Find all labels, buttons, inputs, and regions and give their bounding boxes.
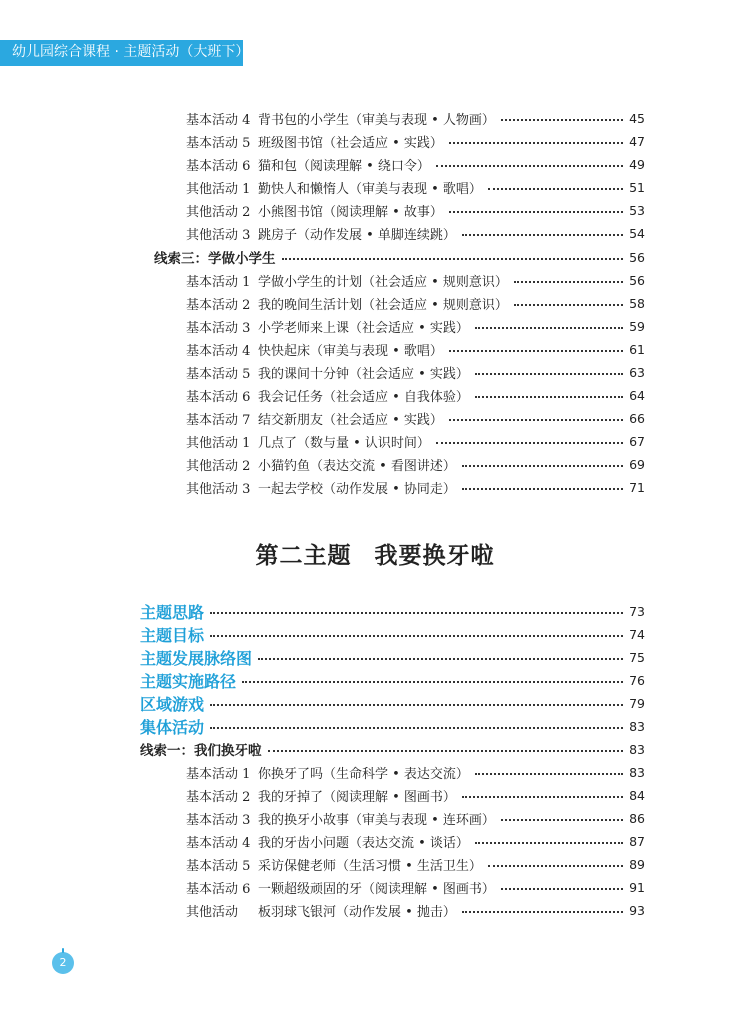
toc-section[interactable] xyxy=(140,600,645,622)
entry-title: 结交新朋友（社会适应 • 实践） xyxy=(258,412,443,428)
entry-page: 66 xyxy=(629,410,645,426)
entry-title: 我的课间十分钟（社会适应 • 实践） xyxy=(258,366,469,382)
leader-dots xyxy=(462,234,623,236)
leader-dots xyxy=(462,465,623,467)
entry-label: 基本活动 5 xyxy=(186,135,251,151)
entry-label: 基本活动 1 xyxy=(186,766,251,782)
entry-label: 基本活动 6 xyxy=(186,881,251,897)
entry-label: 其他活动 1 xyxy=(186,435,251,451)
toc-entry[interactable] xyxy=(186,899,645,921)
entry-label: 其他活动 3 xyxy=(186,227,251,243)
section-page: 83 xyxy=(629,718,645,734)
leader-dots xyxy=(475,842,623,844)
entry-title: 我的晚间生活计划（社会适应 • 规则意识） xyxy=(258,297,508,313)
entry-title: 小熊图书馆（阅读理解 • 故事） xyxy=(258,204,443,220)
entry-label: 基本活动 6 xyxy=(186,158,251,174)
entry-title: 几点了（数与量 • 认识时间） xyxy=(258,435,430,451)
entry-label: 其他活动 xyxy=(186,904,239,920)
entry-label: 基本活动 6 xyxy=(186,389,251,405)
entry-page: 89 xyxy=(629,856,645,872)
toc-thread-heading[interactable] xyxy=(154,246,645,268)
toc-entry[interactable] xyxy=(186,130,645,152)
entry-page: 86 xyxy=(629,810,645,826)
section-title: 主题发展脉络图 xyxy=(140,648,253,668)
leader-dots xyxy=(210,635,623,637)
leader-dots xyxy=(210,727,623,729)
entry-title: 你换牙了吗（生命科学 • 表达交流） xyxy=(258,766,469,782)
section-page: 74 xyxy=(629,626,645,642)
toc-section[interactable] xyxy=(140,692,645,714)
leader-dots xyxy=(449,142,623,144)
thread-title: 线索三：学做小学生 xyxy=(154,251,276,267)
entry-label: 其他活动 2 xyxy=(186,458,251,474)
leader-dots xyxy=(475,773,623,775)
entry-page: 54 xyxy=(629,225,645,241)
entry-title: 跳房子（动作发展 • 单脚连续跳） xyxy=(258,227,456,243)
leader-dots xyxy=(488,865,623,867)
entry-title: 我的牙掉了（阅读理解 • 图画书） xyxy=(258,789,456,805)
header-title: 幼儿园综合课程 · 主题活动（大班下） xyxy=(12,44,250,60)
thread-page: 56 xyxy=(629,249,645,265)
leader-dots xyxy=(462,796,623,798)
leader-dots xyxy=(475,373,623,375)
toc-entry[interactable] xyxy=(186,453,645,475)
entry-title: 班级图书馆（社会适应 • 实践） xyxy=(258,135,443,151)
toc-entry[interactable] xyxy=(186,853,645,875)
entry-page: 51 xyxy=(629,179,645,195)
section-title: 区域游戏 xyxy=(140,694,205,714)
leader-dots xyxy=(488,188,623,190)
entry-title: 背书包的小学生（审美与表现 • 人物画） xyxy=(258,112,495,128)
page-number-badge xyxy=(52,952,74,974)
section-title: 主题思路 xyxy=(140,602,205,622)
entry-label: 基本活动 5 xyxy=(186,858,251,874)
leader-dots xyxy=(501,888,623,890)
leader-dots xyxy=(475,396,623,398)
toc-entry[interactable] xyxy=(186,807,645,829)
entry-title: 我的牙齿小问题（表达交流 • 谈话） xyxy=(258,835,469,851)
toc-entry[interactable] xyxy=(186,153,645,175)
toc-entry[interactable] xyxy=(186,430,645,452)
entry-title: 我会记任务（社会适应 • 自我体验） xyxy=(258,389,469,405)
thread-page: 83 xyxy=(629,741,645,757)
leader-dots xyxy=(501,819,623,821)
toc-entry[interactable] xyxy=(186,407,645,429)
page-number: 2 xyxy=(59,956,67,969)
leader-dots xyxy=(268,750,624,752)
entry-label: 其他活动 3 xyxy=(186,481,251,497)
toc-entry[interactable] xyxy=(186,222,645,244)
entry-label: 其他活动 2 xyxy=(186,204,251,220)
leader-dots xyxy=(449,350,623,352)
entry-page: 61 xyxy=(629,341,645,357)
thread-title: 线索一：我们换牙啦 xyxy=(140,743,262,759)
leader-dots xyxy=(462,911,623,913)
leader-dots xyxy=(282,258,624,260)
toc-entry[interactable] xyxy=(186,176,645,198)
entry-page: 93 xyxy=(629,902,645,918)
toc-entry[interactable] xyxy=(186,384,645,406)
toc-entry[interactable] xyxy=(186,292,645,314)
entry-page: 47 xyxy=(629,133,645,149)
leader-dots xyxy=(449,211,623,213)
leader-dots xyxy=(501,119,623,121)
leader-dots xyxy=(258,658,623,660)
section-page: 75 xyxy=(629,649,645,665)
section-title: 集体活动 xyxy=(140,717,205,737)
entry-page: 63 xyxy=(629,364,645,380)
toc-section[interactable] xyxy=(140,646,645,668)
entry-title: 我的换牙小故事（审美与表现 • 连环画） xyxy=(258,812,495,828)
entry-page: 67 xyxy=(629,433,645,449)
entry-label: 基本活动 3 xyxy=(186,812,251,828)
theme-heading: 第二主题 我要换牙啦 xyxy=(255,542,495,569)
entry-title: 小猫钓鱼（表达交流 • 看图讲述） xyxy=(258,458,456,474)
toc-entry[interactable] xyxy=(186,361,645,383)
entry-page: 59 xyxy=(629,318,645,334)
leader-dots xyxy=(514,304,623,306)
entry-label: 基本活动 4 xyxy=(186,112,251,128)
entry-label: 基本活动 3 xyxy=(186,320,251,336)
entry-page: 69 xyxy=(629,456,645,472)
header-rule xyxy=(0,64,243,66)
leader-dots xyxy=(449,419,623,421)
leader-dots xyxy=(514,281,623,283)
entry-page: 58 xyxy=(629,295,645,311)
entry-page: 64 xyxy=(629,387,645,403)
leader-dots xyxy=(210,612,623,614)
entry-label: 基本活动 2 xyxy=(186,297,251,313)
section-title: 主题目标 xyxy=(140,625,205,645)
entry-title: 学做小学生的计划（社会适应 • 规则意识） xyxy=(258,274,508,290)
entry-title: 板羽球飞银河（动作发展 • 抛击） xyxy=(258,904,456,920)
toc-section[interactable] xyxy=(140,623,645,645)
toc-entry[interactable] xyxy=(186,199,645,221)
toc-section[interactable] xyxy=(140,669,645,691)
entry-label: 基本活动 2 xyxy=(186,789,251,805)
toc-entry[interactable] xyxy=(186,784,645,806)
entry-page: 56 xyxy=(629,272,645,288)
leader-dots xyxy=(242,681,623,683)
entry-page: 84 xyxy=(629,787,645,803)
entry-label: 基本活动 1 xyxy=(186,274,251,290)
section-page: 79 xyxy=(629,695,645,711)
entry-title: 快快起床（审美与表现 • 歌唱） xyxy=(258,343,443,359)
toc-entry[interactable] xyxy=(186,107,645,129)
entry-title: 一起去学校（动作发展 • 协同走） xyxy=(258,481,456,497)
toc-entry[interactable] xyxy=(186,761,645,783)
leader-dots xyxy=(436,442,623,444)
leader-dots xyxy=(436,165,623,167)
entry-title: 小学老师来上课（社会适应 • 实践） xyxy=(258,320,469,336)
entry-page: 71 xyxy=(629,479,645,495)
entry-page: 45 xyxy=(629,110,645,126)
leader-dots xyxy=(475,327,623,329)
entry-label: 基本活动 5 xyxy=(186,366,251,382)
section-page: 76 xyxy=(629,672,645,688)
toc-entry[interactable] xyxy=(186,269,645,291)
entry-label: 基本活动 7 xyxy=(186,412,251,428)
toc-section[interactable] xyxy=(140,715,645,737)
entry-label: 基本活动 4 xyxy=(186,835,251,851)
toc-entry[interactable] xyxy=(186,830,645,852)
entry-label: 基本活动 4 xyxy=(186,343,251,359)
toc-entry[interactable] xyxy=(186,876,645,898)
entry-title: 一颗超级顽固的牙（阅读理解 • 图画书） xyxy=(258,881,495,897)
entry-title: 猫和包（阅读理解 • 绕口令） xyxy=(258,158,430,174)
entry-page: 91 xyxy=(629,879,645,895)
entry-page: 53 xyxy=(629,202,645,218)
entry-label: 其他活动 1 xyxy=(186,181,251,197)
section-page: 73 xyxy=(629,603,645,619)
toc-entry[interactable] xyxy=(186,338,645,360)
entry-title: 勤快人和懒惰人（审美与表现 • 歌唱） xyxy=(258,181,482,197)
entry-title: 采访保健老师（生活习惯 • 生活卫生） xyxy=(258,858,482,874)
header-band xyxy=(0,40,250,64)
leader-dots xyxy=(462,488,623,490)
entry-page: 49 xyxy=(629,156,645,172)
toc-thread-heading[interactable] xyxy=(140,738,645,760)
toc-entry[interactable] xyxy=(186,476,645,498)
toc-entry[interactable] xyxy=(186,315,645,337)
entry-page: 83 xyxy=(629,764,645,780)
leader-dots xyxy=(210,704,623,706)
section-title: 主题实施路径 xyxy=(140,671,237,691)
entry-page: 87 xyxy=(629,833,645,849)
